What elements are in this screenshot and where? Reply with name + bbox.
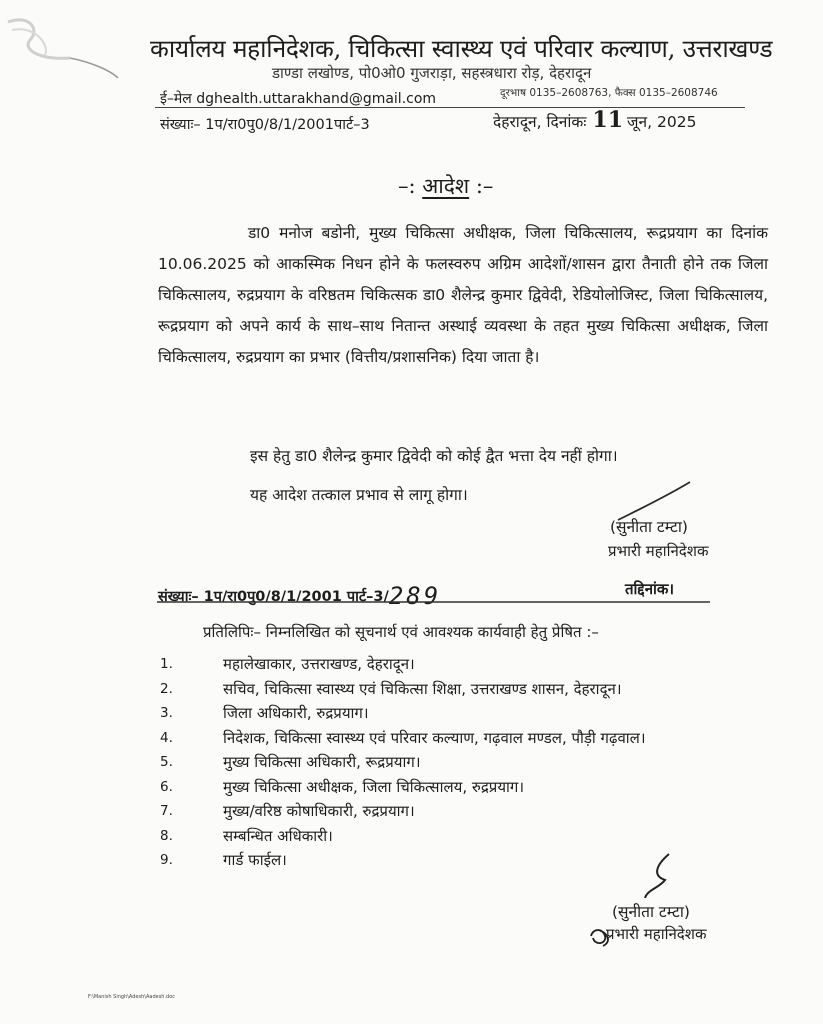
- list-item-text: महालेखाकार, उत्तराखण्ड, देहरादून।: [223, 655, 415, 673]
- list-item-number: 3.: [160, 705, 173, 721]
- signatory-name-1: (सुनीता टम्टा): [610, 518, 688, 536]
- list-item-text: मुख्य/वरिष्ठ कोषाधिकारी, रुद्रप्रयाग।: [223, 802, 415, 820]
- reference-number: संख्याः– 1प/रा0पु0/8/1/2001पार्ट–3: [160, 117, 370, 133]
- list-item-number: 4.: [160, 729, 173, 746]
- file-tag-string-decoration: [0, 0, 120, 110]
- date-suffix: जून, 2025: [627, 113, 697, 131]
- order-heading: [398, 172, 493, 200]
- dispatch-number-prefix: संख्याः– 1प/रा0पु0/8/1/2001 पार्ट–3/: [158, 589, 389, 605]
- list-item-text: गार्ड फाईल।: [223, 851, 287, 869]
- date-prefix: देहरादून, दिनांकः: [493, 113, 587, 131]
- file-path-footer: F:\Manish Singh\Adesh\Aadesh.doc: [88, 994, 176, 1000]
- list-item-text: मुख्य चिकित्सा अधीक्षक, जिला चिकित्सालय, रुद्रप्रयाग।: [223, 777, 525, 796]
- office-address: डाण्डा लखोण्ड, पो0ओ0 गुजराड़ा, सहस्त्रधारा रोड़, देहरादून: [272, 64, 592, 82]
- order-paragraph-1: डा0 मनोज बडोनी, मुख्य चिकित्सा अधीक्षक, जिला चिकित्सालय, रूद्रप्रयाग का दिनांक 10.06.2025 को आकस्मिक निधन होने के फलस्वरुप अग्रिम आदेशों/शासन द्वारा तैनाती होने तक जिला चिकित्सालय, रुद्रप्रयाग के वरिष्ठतम चिकित्सक डा0 शैलेन्द्र कुमार द्विवेदी, रेडियोलोजिस्ट, जिला चिकित्सालय, रूद्रप्रयाग को अपने कार्य के साथ–साथ नितान्त अस्थाई व्यवस्था के तहत मुख्य चिकित्सा अधीक्षक, जिला चिकित्सालय, रुद्रप्रयाग का प्रभार (वित्तीय/प्रशासनिक) दिया जाता है।: [158, 224, 768, 366]
- list-item-text: सचिव, चिकित्सा स्वास्थ्य एवं चिकित्सा शिक्षा, उत्तराखण्ड शासन, देहरादून।: [223, 679, 622, 698]
- signatory-designation-2: प्रभारी महानिदेशक: [606, 925, 707, 943]
- list-item-text: सम्बन्धित अधिकारी।: [223, 826, 333, 845]
- list-item-text: निदेशक, चिकित्सा स्वास्थ्य एवं परिवार कल्याण, गढ़वाल मण्डल, पौड़ी गढ़वाल।: [223, 728, 646, 747]
- signatory-designation-1: प्रभारी महानिदेशक: [608, 542, 709, 560]
- office-title: कार्यालय महानिदेशक, चिकित्सा स्वास्थ्य एवं परिवार कल्याण, उत्तराखण्ड: [150, 34, 773, 63]
- dispatch-date: तद्दिनांक।: [625, 580, 675, 598]
- office-email: ई–मेल dghealth.uttarakhand@gmail.com: [160, 91, 437, 107]
- dispatch-number-handwritten: 289: [388, 582, 442, 610]
- list-item-number: 5.: [160, 754, 173, 770]
- order-paragraph-2: इस हेतु डा0 शैलेन्द्र कुमार द्विवेदी को कोई द्वैत भत्ता देय नहीं होगा।: [250, 447, 618, 465]
- order-heading-right: :–: [475, 174, 494, 198]
- list-item-text: मुख्य चिकित्सा अधिकारी, रूद्रप्रयाग।: [223, 753, 421, 771]
- list-item-number: 1.: [160, 656, 173, 672]
- list-item-text: जिला अधिकारी, रुद्रप्रयाग।: [223, 704, 369, 722]
- list-item-number: 7.: [160, 803, 173, 819]
- order-heading-word: आदेश: [422, 174, 470, 198]
- copy-to-line: प्रतिलिपिः– निम्नलिखित को सूचनार्थ एवं आवश्यक कार्यवाही हेतु प्रेषित :–: [203, 623, 599, 641]
- order-paragraph-3: यह आदेश तत्काल प्रभाव से लागू होगा।: [250, 486, 468, 504]
- dispatch-underline: [157, 600, 712, 604]
- date-day-handwritten: 11: [592, 107, 624, 133]
- order-heading-left: –:: [398, 174, 416, 198]
- office-phone-fax: दूरभाष 0135–2608763, फैक्स 0135–2608746: [500, 87, 718, 99]
- list-item-number: 9.: [160, 852, 173, 868]
- list-item-number: 6.: [160, 778, 173, 795]
- list-item-number: 2.: [160, 680, 173, 697]
- signatory-name-2: (सुनीता टम्टा): [612, 903, 690, 921]
- order-date: [493, 107, 696, 133]
- list-item-number: 8.: [160, 827, 173, 844]
